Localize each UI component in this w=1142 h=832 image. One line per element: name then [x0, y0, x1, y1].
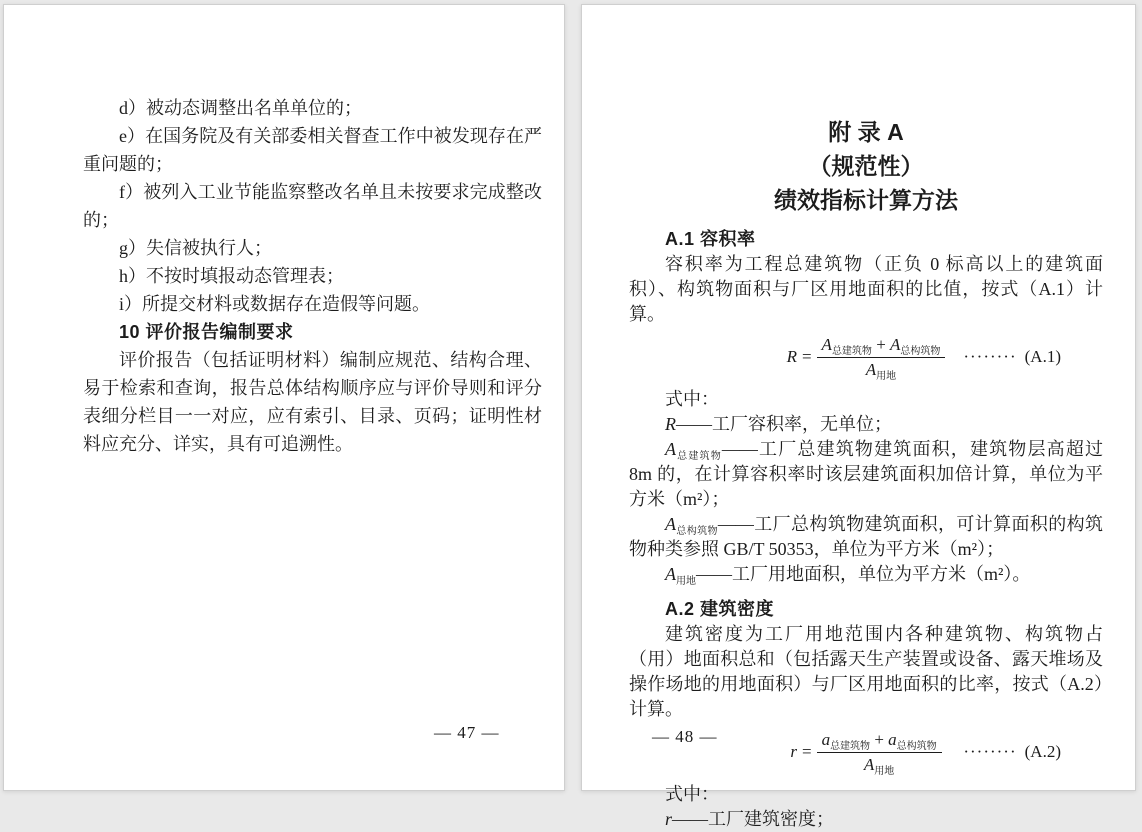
equation-a2-tail: [963, 742, 1061, 762]
subscript-total-structures: 总构筑物: [900, 346, 941, 357]
var-a-total-structures: A: [890, 335, 901, 354]
leader-dots: ········: [963, 742, 1017, 761]
formula-a1: [629, 333, 1103, 381]
appendix-title-line-1: 附 录 A: [828, 119, 904, 145]
equation-label-a2: (A.2): [1024, 742, 1061, 761]
appendix-title-line-3: 绩效指标计算方法: [774, 187, 958, 213]
a1-intro-paragraph: 容积率为工程总建筑物（正负 0 标高以上的建筑面积）、构筑物面积与厂区用地面积的比值，按式（A.1）计算。: [629, 254, 1103, 324]
definition-r-lowercase: [629, 807, 1103, 832]
def-text: ——工厂容积率，无单位；: [676, 414, 892, 434]
page-48-content: [629, 115, 1103, 832]
list-item-h: h）不按时填报动态管理表；: [119, 266, 344, 286]
page-47-content: [83, 94, 542, 458]
equation-a1: [787, 334, 946, 380]
section-heading-10: 10 评价报告编制要求: [119, 322, 294, 342]
fraction-a1: [817, 334, 946, 380]
list-item-e: e）在国务院及有关部委相关督查工作中被发现存在严重问题的；: [83, 126, 542, 174]
fraction-a2: [817, 729, 942, 775]
def-symbol: A: [665, 514, 676, 534]
equation-a1-tail: [963, 347, 1061, 367]
def-subscript: 总构筑物: [676, 526, 718, 537]
def-subscript: 用地: [676, 576, 696, 587]
where-label-a1: 式中：: [665, 389, 719, 409]
var-a-total-buildings: A: [821, 335, 832, 354]
plus-sign: +: [876, 335, 886, 354]
plus-sign: +: [874, 730, 884, 749]
subscript-land: 用地: [874, 766, 895, 777]
list-item-f: f）被列入工业节能监察整改名单且未按要求完成整改的；: [83, 182, 542, 230]
appendix-title-line-2: （规范性）: [808, 153, 924, 179]
heading-a2: A.2 建筑密度: [665, 599, 775, 619]
equation-a2: [790, 729, 941, 775]
def-symbol: A: [665, 439, 676, 459]
formula-a1-lhs: R: [786, 347, 797, 366]
where-label-a2: 式中：: [665, 784, 719, 804]
equals-sign: =: [801, 742, 812, 761]
fraction-a1-numerator: [817, 334, 946, 358]
var-a-land: A: [865, 360, 877, 379]
appendix-title: [629, 115, 1103, 217]
list-item-d: d）被动态调整出名单单位的；: [119, 98, 362, 118]
page-number-47: — 47 —: [434, 723, 500, 742]
def-symbol: r: [665, 809, 673, 829]
formula-a2-lhs: r: [790, 742, 797, 761]
equals-sign: =: [801, 347, 812, 366]
equation-label-a1: (A.1): [1024, 347, 1061, 366]
definition-a-total-structures: [629, 512, 1103, 562]
fraction-a2-numerator: [817, 729, 942, 753]
def-text: ——工厂建筑密度；: [672, 809, 835, 829]
subscript-total-buildings: 总建筑物: [830, 741, 871, 752]
leader-dots: ········: [963, 347, 1017, 366]
a2-intro-paragraph: 建筑密度为工厂用地范围内各种建筑物、构筑物占（用）地面积总和（包括露天生产装置或设备、露天堆场及操作场地的用地面积）与厂区用地面积的比率，按式（A.2）计算。: [629, 624, 1103, 719]
page-number-48: — 48 —: [652, 727, 718, 746]
def-text: ——工厂用地面积，单位为平方米（m²）。: [696, 564, 1031, 584]
def-subscript: 总建筑物: [676, 451, 722, 462]
var-a-land: A: [863, 755, 875, 774]
def-symbol: R: [665, 414, 676, 434]
var-a-total-structures: a: [888, 730, 897, 749]
page-48: [581, 4, 1136, 829]
var-a-total-buildings: a: [821, 730, 831, 749]
report-requirements-paragraph: 评价报告（包括证明材料）编制应规范、结构合理、易于检索和查询，报告总体结构顺序应与评价导则和评分表细分栏目一一对应，应有索引、目录、页码；证明性材料应充分、详实，具有可追溯性。: [83, 350, 542, 454]
definition-r-capital: [629, 412, 1103, 437]
definition-a-total-buildings: [629, 437, 1103, 512]
fraction-a2-denominator: [817, 753, 942, 775]
subscript-total-buildings: 总建筑物: [831, 346, 872, 357]
def-text: ——工厂总构筑物建筑面积，可计算面积的构筑物种类参照 GB/T 50353，单位为平方米（m²）；: [629, 514, 1103, 559]
page-47: [3, 4, 565, 791]
subscript-land: 用地: [876, 371, 897, 382]
def-symbol: A: [665, 564, 676, 584]
definition-a-land: [629, 562, 1103, 587]
fraction-a1-denominator: [817, 358, 946, 380]
subscript-total-structures: 总构筑物: [896, 741, 937, 752]
def-text: ——工厂总建筑物建筑面积，建筑物层高超过 8m 的，在计算容积率时该层建筑面积加倍计算，单位为平方米（m²）；: [629, 439, 1104, 509]
list-item-i: i）所提交材料或数据存在造假等问题。: [119, 294, 430, 314]
heading-a1: A.1 容积率: [665, 229, 756, 249]
list-item-g: g）失信被执行人；: [119, 238, 272, 258]
